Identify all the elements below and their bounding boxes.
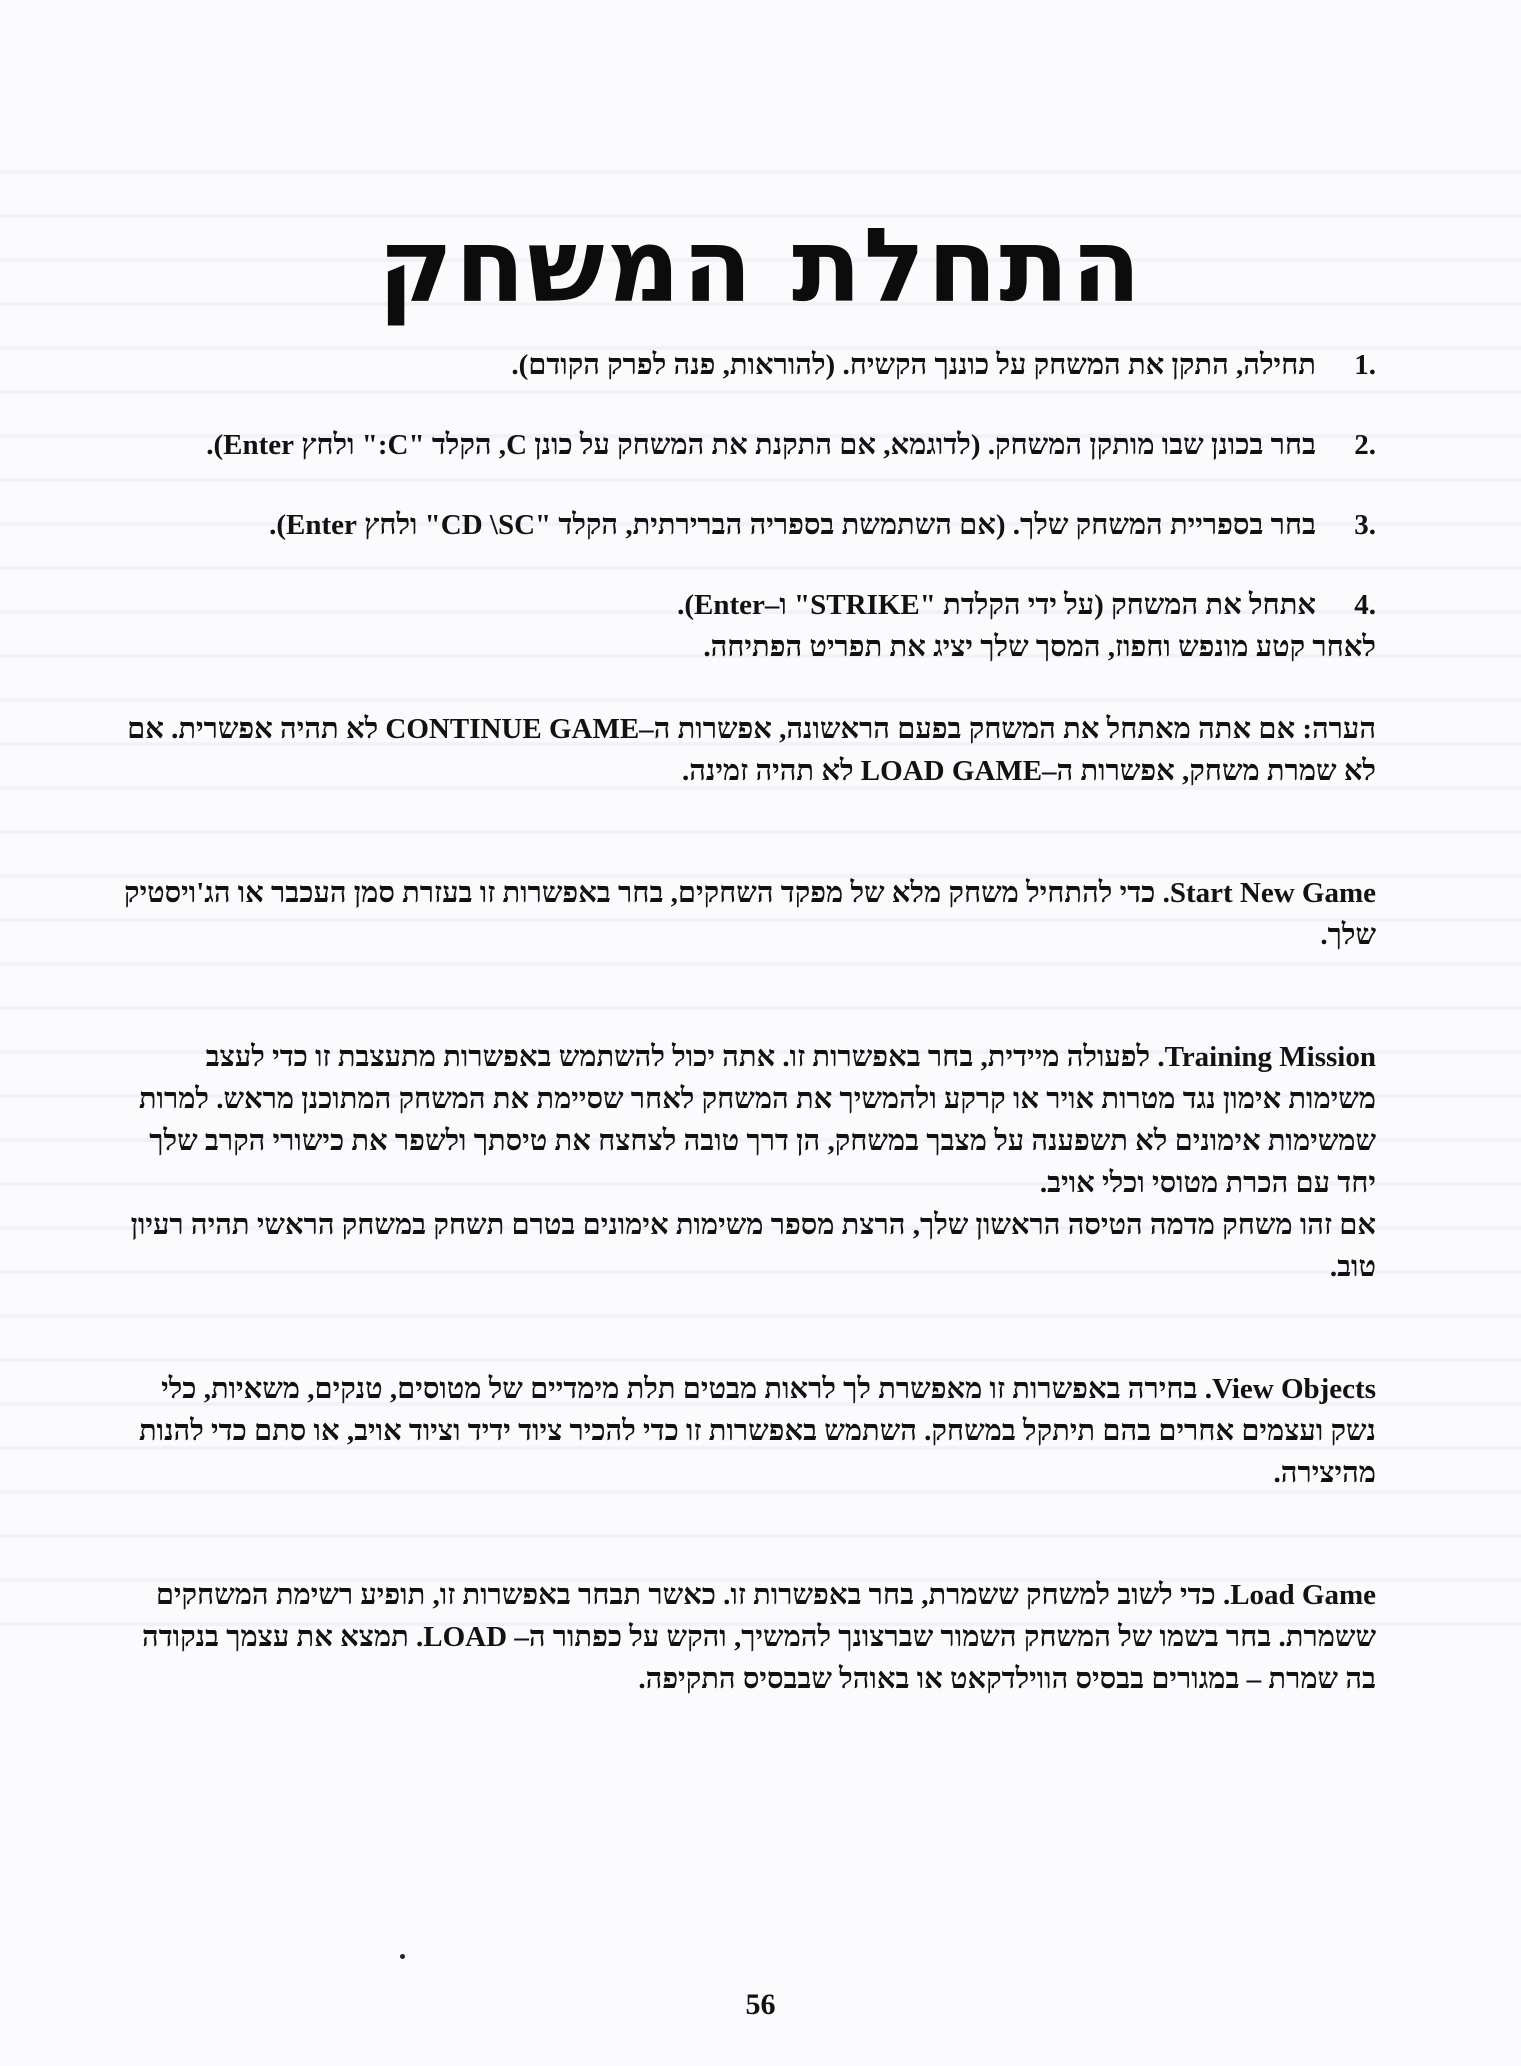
training-mission-paragraph-2: אם זהו משחק מדמה הטיסה הראשון שלך, הרצת מספר משימות אימונים בטרם תשחק במשחק הראשי תהיה רעיון טוב. [130, 1209, 1376, 1283]
note-paragraph: הערה: אם אתה מאתחל את המשחק בפעם הראשונה, אפשרות ה–CONTINUE GAME לא תהיה אפשרית. אם לא שמרת משחק, אפשרות ה–LOAD GAME לא תהיה זמינה. [127, 713, 1376, 787]
page-number: 56 [745, 1988, 776, 2021]
view-objects-text: . בחירה באפשרות זו מאפשרת לך לראות מבטים תלת מימדיים של מטוסים, טנקים, משאיות, כלי נשק ועצמים אחרים בהם תיתקל במשחק. השתמש באפשרות זו כדי להכיר ציוד ידיד וציוד אויב, או סתם כדי להנות מהיצירה. [138, 1373, 1376, 1489]
load-game-label: Load Game [1230, 1579, 1376, 1611]
start-new-game-text: . כדי להתחיל משחק מלא של מפקד השחקים, בחר באפשרות זו בעזרת סמן העכבר או הג'ויסטיק שלך. [124, 877, 1376, 951]
load-game-text: . כדי לשוב למשחק ששמרת, בחר באפשרות זו. כאשר תבחר באפשרות זו, תופיע רשימת המשחקים ששמרת. בחר בשמו של המשחק השמור שברצונך להמשיך, והקש על כפתור ה– LOAD. תמצא את עצמך בנקודה בה שמרת – במגורים בבסיס הווילדקאט או באוהל שבבסיס התקיפה. [142, 1579, 1376, 1695]
step-text: בחר בכונן שבו מותקן המשחק. (לדוגמא, אם התקנת את המשחק על כונן C, הקלד "C:" ולחץ Enter). [206, 429, 1316, 461]
training-mission-label: Training Mission [1164, 1041, 1376, 1073]
step-text: תחילה, התקן את המשחק על כוננך הקשיח. (להוראות, פנה לפרק הקודם). [511, 349, 1316, 381]
step-2 [112, 424, 1376, 466]
intro-paragraph: לאחר קטע מונפש וחפוז, המסך שלך יציג את תפריט הפתיחה. [703, 631, 1376, 663]
page-body [112, 344, 1376, 1700]
step-number: .1 [1354, 349, 1376, 381]
step-number: .3 [1354, 509, 1376, 541]
start-new-game-paragraph [112, 872, 1376, 956]
view-objects-paragraph [112, 1368, 1376, 1494]
step-3 [112, 504, 1376, 546]
page-title: התחלת המשחק [377, 207, 1144, 327]
step-1 [112, 344, 1376, 386]
view-objects-label: View Objects [1211, 1373, 1376, 1405]
step-text: אתחל את המשחק (על ידי הקלדת "STRIKE" ו–Enter). [677, 589, 1316, 621]
step-text: בחר בספריית המשחק שלך. (אם השתמשת בספריה הברירתית, הקלד "CD \SC" ולחץ Enter). [269, 509, 1316, 541]
step-number: .2 [1354, 429, 1376, 461]
step-number: .4 [1354, 589, 1376, 621]
training-mission-paragraph [112, 1036, 1376, 1204]
print-speck [400, 1954, 405, 1959]
start-new-game-label: Start New Game [1169, 877, 1376, 909]
load-game-paragraph [112, 1574, 1376, 1700]
training-mission-text: . לפעולה מיידית, בחר באפשרות זו. אתה יכול להשתמש באפשרות מתעצבת זו כדי לעצב משימות אימון נגד מטרות אויר או קרקע ולהמשיך את המשחק לאחר שסיימת את המשחק המתוכנן מראש. למרות שמשימות אימונים לא תשפענה על מצבך במשחק, הן דרך טובה לצחצח את טיסתך ולשפר את כישורי הקרב שלך יחד עם הכרת מטוסי וכלי אויב. [138, 1041, 1376, 1199]
step-4 [112, 584, 1376, 626]
